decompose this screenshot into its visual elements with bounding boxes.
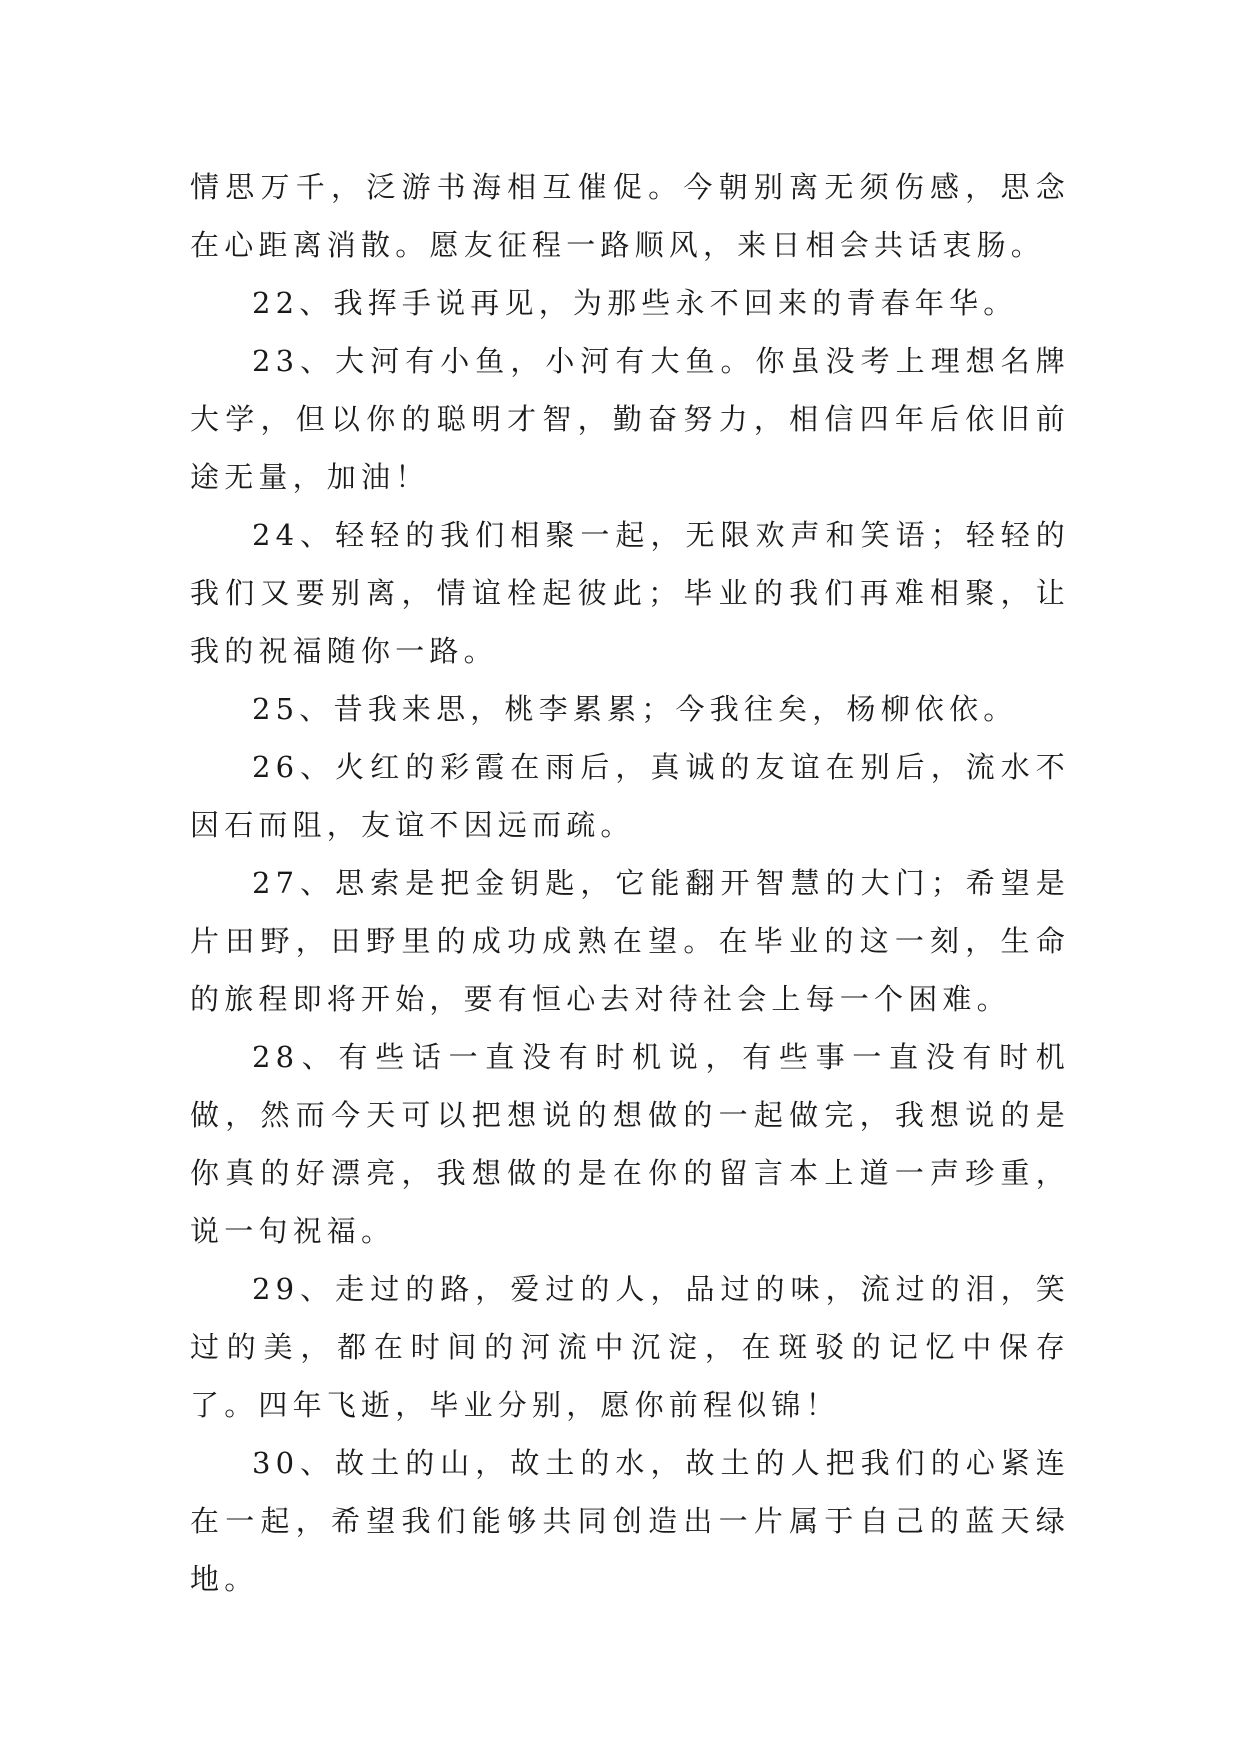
paragraph-24: 24、轻轻的我们相聚一起，无限欢声和笑语；轻轻的我们又要别离，情谊栓起彼此；毕业的我们再难相聚，让我的祝福随你一路。 [190,518,1070,668]
paragraph-continuation: 情思万千，泛游书海相互催促。今朝别离无须伤感，思念在心距离消散。愿友征程一路顺风，来日相会共话衷肠。 [190,170,1070,262]
paragraph-25: 25、昔我来思，桃李累累；今我往矣，杨柳依依。 [252,692,1018,726]
paragraph-22: 22、我挥手说再见，为那些永不回来的青春年华。 [252,286,1018,320]
paragraph-26: 26、火红的彩霞在雨后，真诚的友谊在别后，流水不因石而阻，友谊不因远而疏。 [190,750,1070,842]
paragraph-27: 27、思索是把金钥匙，它能翻开智慧的大门；希望是片田野，田野里的成功成熟在望。在毕业的这一刻，生命的旅程即将开始，要有恒心去对待社会上每一个困难。 [190,866,1070,1016]
paragraph-30: 30、故土的山，故土的水，故土的人把我们的心紧连在一起，希望我们能够共同创造出一片属于自己的蓝天绿地。 [190,1446,1070,1596]
paragraph-29: 29、走过的路，爱过的人，品过的味，流过的泪，笑过的美，都在时间的河流中沉淀，在斑驳的记忆中保存了。四年飞逝，毕业分别，愿你前程似锦！ [190,1272,1070,1422]
document-body [190,158,1070,1608]
paragraph-23: 23、大河有小鱼，小河有大鱼。你虽没考上理想名牌大学，但以你的聪明才智，勤奋努力，相信四年后依旧前途无量，加油！ [190,344,1070,494]
paragraph-28: 28、有些话一直没有时机说，有些事一直没有时机做，然而今天可以把想说的想做的一起做完，我想说的是你真的好漂亮，我想做的是在你的留言本上道一声珍重，说一句祝福。 [190,1040,1070,1248]
